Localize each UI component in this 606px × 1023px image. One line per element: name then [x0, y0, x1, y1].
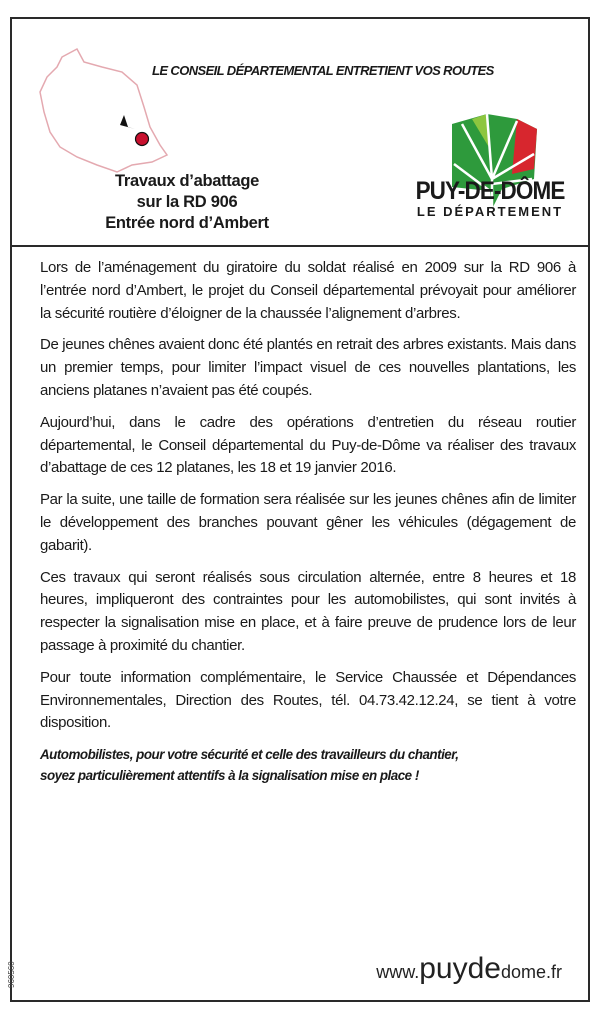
paragraph: Pour toute information complémentaire, le Service Chaussée et Dépendances Environnementales, Direction des Routes, tél. 04.73.42.12.24, se tient à votre disposition.: [40, 668, 576, 732]
notice-title: [62, 171, 312, 234]
site-prefix: www.: [376, 962, 420, 982]
site-big: puyde: [419, 952, 501, 985]
title-line: Entrée nord d’Ambert: [105, 214, 269, 232]
notice-frame: [7, 17, 590, 1002]
website-link[interactable]: [376, 952, 562, 986]
paragraph: De jeunes chênes avaient donc été plantés en retrait des arbres existants. Mais dans un premier temps, pour limiter l’impact visuel de ces nouvelles plantations, les anciens platanes n’avaient pas été coupés.: [40, 336, 576, 399]
paragraph: Par la suite, une taille de formation sera réalisée sur les jeunes chênes afin de limiter le développement des branches pouvant gêner les véhicules (dégagement de gabarit).: [40, 491, 576, 554]
arrow-icon: [120, 115, 135, 129]
notice-body: [40, 257, 576, 786]
paragraph: Aujourd’hui, dans le cadre des opérations d’entretien du réseau routier départemental, le Conseil départemental du Puy-de-Dôme va réaliser des travaux d’abattage de ces 12 platanes, les 18 et 19 janvier 2016.: [40, 413, 576, 477]
warning-line: Automobilistes, pour votre sécurité et celle des travailleurs du chantier,: [40, 747, 459, 763]
notice-header: [12, 19, 588, 247]
site-suffix: dome.fr: [500, 962, 562, 982]
reference-code: 960560: [7, 961, 16, 988]
title-line: Travaux d’abattage: [114, 172, 260, 190]
paragraph: Ces travaux qui seront réalisés sous circulation alternée, entre 8 heures et 18 heures, impliqueront des contraintes pour les automobilistes, qui sont invités à respecter la signalisation mise en place, et à faire preuve de prudence lors de leur passage à proximité du chantier.: [40, 568, 576, 654]
brand-subtitle: LE DÉPARTEMENT: [416, 204, 564, 219]
brand-logo: [390, 177, 590, 219]
slogan: LE CONSEIL DÉPARTEMENTAL ENTRETIENT VOS ROUTES: [152, 63, 494, 78]
paragraph: Lors de l’aménagement du giratoire du soldat réalisé en 2009 sur la RD 906 à l’entrée nord d’Ambert, le projet du Conseil départemental prévoyait pour améliorer la sécurité routière d’éloigner de la chaussée l’alignement d’arbres.: [40, 259, 576, 322]
safety-warning: [40, 744, 576, 786]
warning-line: soyez particulièrement attentifs à la signalisation mise en place !: [40, 768, 419, 784]
title-line: sur la RD 906: [136, 193, 238, 211]
department-map-icon: [32, 37, 182, 177]
brand-name: PUY-DE-DÔME: [415, 177, 565, 205]
